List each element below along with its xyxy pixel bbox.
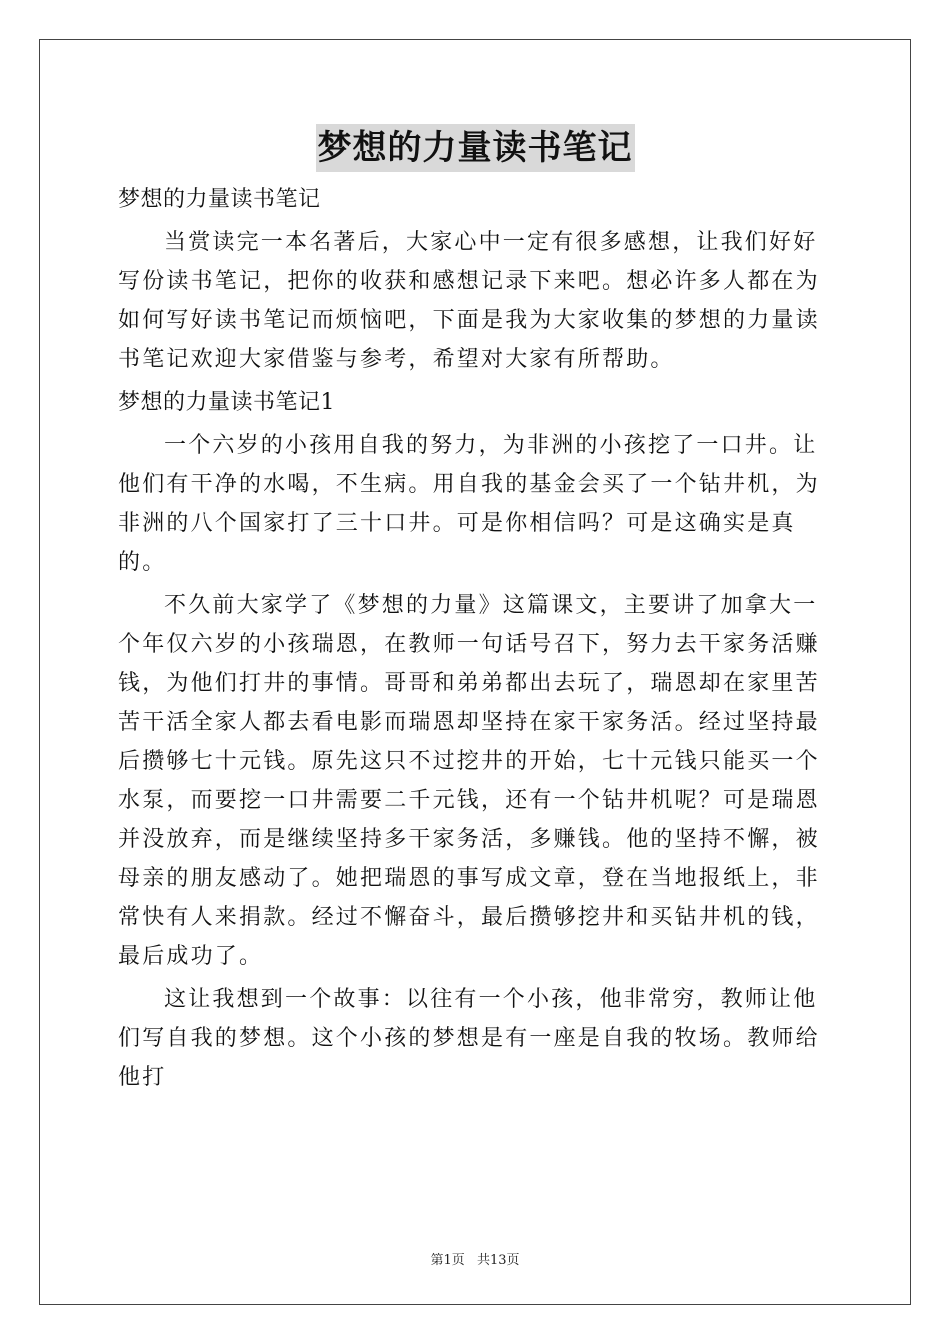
section-heading: 梦想的力量读书笔记1 xyxy=(118,390,335,415)
document-title: 梦想的力量读书笔记 xyxy=(316,124,635,172)
document-body xyxy=(118,180,838,1101)
intro-paragraph: 当赏读完一本名著后，大家心中一定有很多感想，让我们好好写份读书笔记，把你的收获和感想记录下来吧。想必许多人都在为如何写好读书笔记而烦恼吧，下面是我为大家收集的梦想的力量读书笔记欢迎大家借鉴与参考，希望对大家有所帮助。 xyxy=(118,230,820,372)
body-paragraph: 不久前大家学了《梦想的力量》这篇课文，主要讲了加拿大一个年仅六岁的小孩瑞恩，在教师一句话号召下，努力去干家务活赚钱，为他们打井的事情。哥哥和弟弟都出去玩了，瑞恩却在家里苦苦干活全家人都去看电影而瑞恩却坚持在家干家务活。经过坚持最后攒够七十元钱。原先这只不过挖井的开始，七十元钱只能买一个水泵，而要挖一口井需要二千元钱，还有一个钻井机呢？可是瑞恩并没放弃，而是继续坚持多干家务活，多赚钱。他的坚持不懈，被母亲的朋友感动了。她把瑞恩的事写成文章，登在当地报纸上，非常快有人来捐款。经过不懈奋斗，最后攒够挖井和买钻井机的钱，最后成功了。 xyxy=(118,593,820,969)
body-paragraph: 一个六岁的小孩用自我的努力，为非洲的小孩挖了一口井。让他们有干净的水喝，不生病。用自我的基金会买了一个钻井机，为非洲的八个国家打了三十口井。可是你相信吗？可是这确实是真的。 xyxy=(118,433,820,575)
page-number: 第1页 xyxy=(430,1253,465,1268)
page-footer xyxy=(0,1249,950,1268)
page-total: 共13页 xyxy=(476,1253,520,1268)
subtitle: 梦想的力量读书笔记 xyxy=(118,187,321,212)
body-paragraph: 这让我想到一个故事：以往有一个小孩，他非常穷，教师让他们写自我的梦想。这个小孩的梦想是有一座是自我的牧场。教师给他打 xyxy=(118,987,820,1090)
title-area xyxy=(0,124,950,172)
